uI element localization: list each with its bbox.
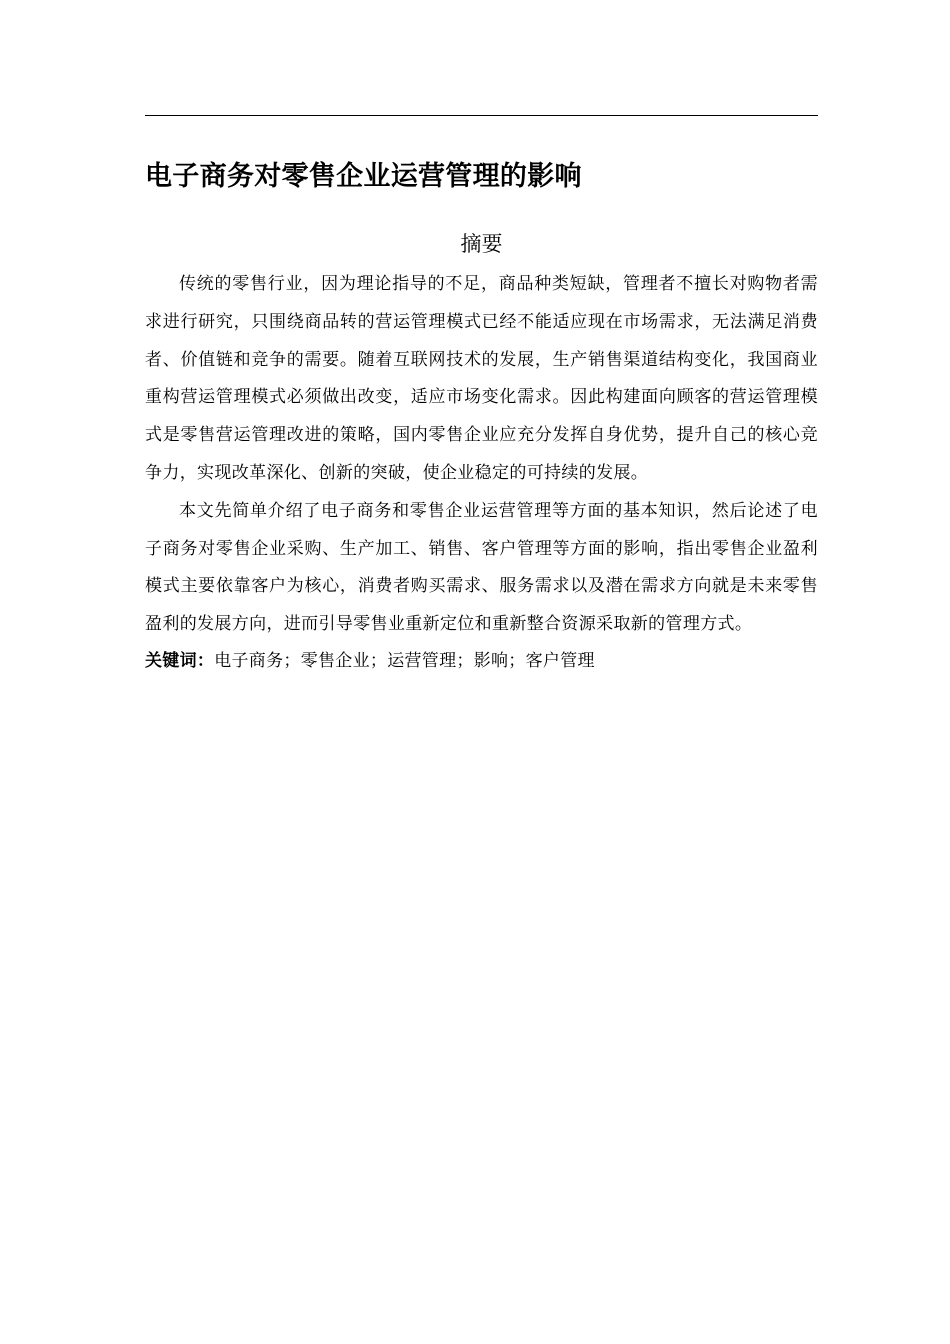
abstract-body — [145, 266, 818, 678]
keywords-label: 关键词： — [145, 650, 215, 671]
header-rule — [145, 115, 818, 116]
document-title: 电子商务对零售企业运营管理的影响 — [145, 161, 582, 192]
keywords-line — [145, 644, 818, 678]
keywords-text: 电子商务；零售企业；运营管理；影响；客户管理 — [214, 650, 595, 671]
abstract-paragraph-2: 本文先简单介绍了电子商务和零售企业运营管理等方面的基本知识，然后论述了电子商务对零售企业采购、生产加工、销售、客户管理等方面的影响，指出零售企业盈利模式主要依靠客户为核心，消费者购买需求、服务需求以及潜在需求方向就是未来零售盈利的发展方向，进而引导零售业重新定位和重新整合资源采取新的管理方式。 — [145, 500, 818, 635]
abstract-heading: 摘要 — [460, 232, 503, 256]
abstract-paragraph-1: 传统的零售行业，因为理论指导的不足，商品种类短缺，管理者不擅长对购物者需求进行研究，只围绕商品转的营运管理模式已经不能适应现在市场需求，无法满足消费者、价值链和竞争的需要。随着互联网技术的发展，生产销售渠道结构变化，我国商业重构营运管理模式必须做出改变，适应市场变化需求。因此构建面向顾客的营运管理模式是零售营运管理改进的策略，国内零售企业应充分发挥自身优势，提升自己的核心竞争力，实现改革深化、创新的突破，使企业稳定的可持续的发展。 — [145, 274, 818, 483]
